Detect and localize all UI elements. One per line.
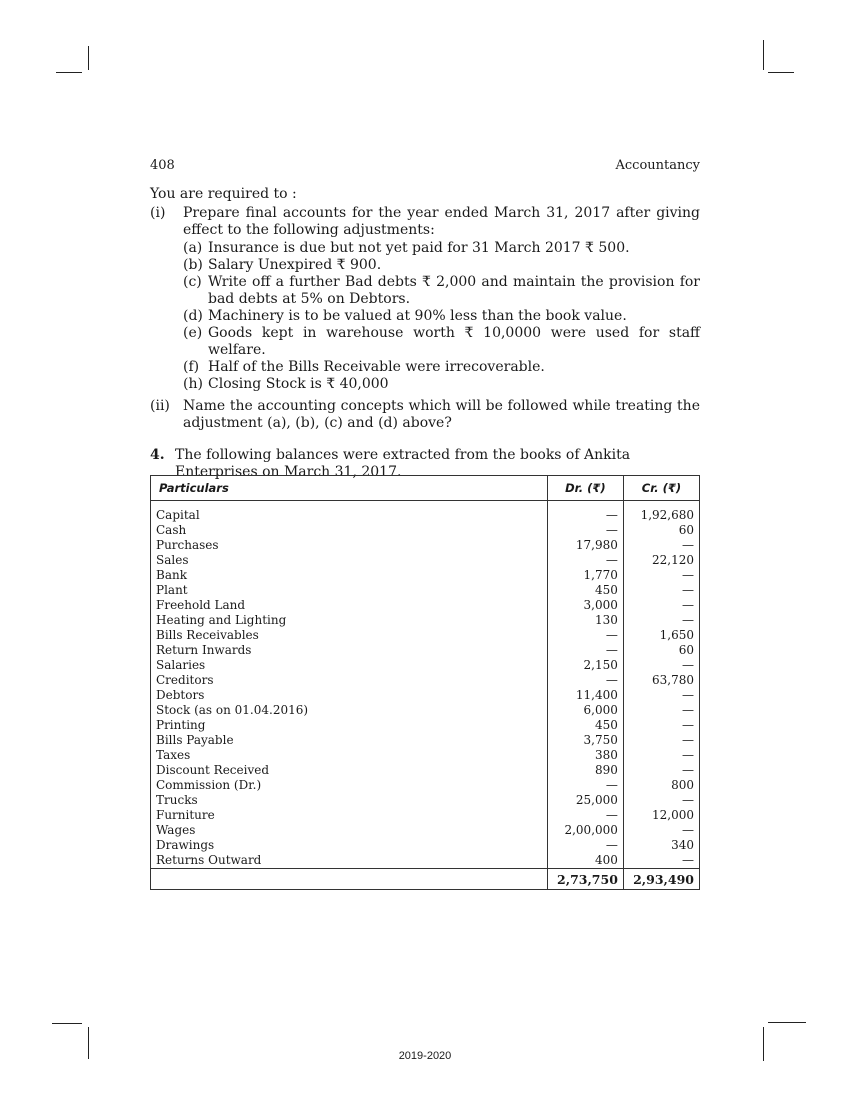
requirement-text: Name the accounting concepts which will be followed while treating the adjustment (a), (b), (c) and (d) above? xyxy=(183,398,700,431)
credit-cell: — xyxy=(623,763,699,778)
particular-cell: Stock (as on 01.04.2016) xyxy=(151,703,548,718)
debit-cell: — xyxy=(547,838,623,853)
credit-cell: 60 xyxy=(623,643,699,658)
table-row xyxy=(151,763,700,778)
particular-cell: Plant xyxy=(151,583,548,598)
crop-mark-top-left-v xyxy=(88,46,89,70)
debit-cell: 130 xyxy=(547,613,623,628)
credit-cell: 12,000 xyxy=(623,808,699,823)
credit-cell: — xyxy=(623,598,699,613)
credit-cell: 800 xyxy=(623,778,699,793)
requirement-text: Prepare final accounts for the year ended March 31, 2017 after giving effect to the following adjustments: xyxy=(183,205,700,238)
debit-cell: — xyxy=(547,628,623,643)
adjustment-item xyxy=(183,257,700,274)
credit-cell: 1,650 xyxy=(623,628,699,643)
question-body xyxy=(150,186,700,481)
debit-cell: — xyxy=(547,643,623,658)
crop-mark-bottom-right-h xyxy=(768,1022,806,1023)
credit-cell: 60 xyxy=(623,523,699,538)
debit-cell: 3,000 xyxy=(547,598,623,613)
particular-cell: Trucks xyxy=(151,793,548,808)
particular-cell: Bills Payable xyxy=(151,733,548,748)
table-row xyxy=(151,658,700,673)
table-body xyxy=(151,501,700,869)
debit-cell: 25,000 xyxy=(547,793,623,808)
particular-cell: Bills Receivables xyxy=(151,628,548,643)
header-particulars: Particulars xyxy=(151,476,548,501)
credit-cell: — xyxy=(623,853,699,869)
question-text: The following balances were extracted from the books of Ankita Enterprises on March 31, 2017. xyxy=(175,447,631,480)
table-row xyxy=(151,733,700,748)
debit-cell: — xyxy=(547,673,623,688)
requirement-i xyxy=(150,205,700,393)
table-row xyxy=(151,808,700,823)
adjustment-item xyxy=(183,376,700,393)
adjustment-text: Machinery is to be valued at 90% less than the book value. xyxy=(208,308,627,324)
item-marker: (i) xyxy=(150,205,166,221)
particular-cell: Salaries xyxy=(151,658,548,673)
debit-cell: — xyxy=(547,778,623,793)
debit-cell: — xyxy=(547,523,623,538)
credit-cell: 22,120 xyxy=(623,553,699,568)
adjustment-item xyxy=(183,274,700,308)
credit-cell: — xyxy=(623,748,699,763)
debit-cell: 450 xyxy=(547,583,623,598)
table-row xyxy=(151,703,700,718)
debit-cell: 2,00,000 xyxy=(547,823,623,838)
credit-cell: — xyxy=(623,703,699,718)
adjustment-text: Insurance is due but not yet paid for 31 March 2017 ₹ 500. xyxy=(208,240,630,256)
table-row xyxy=(151,508,700,523)
particular-cell: Commission (Dr.) xyxy=(151,778,548,793)
debit-cell: 11,400 xyxy=(547,688,623,703)
particular-cell: Returns Outward xyxy=(151,853,548,869)
total-label-cell xyxy=(151,869,548,890)
debit-cell: 450 xyxy=(547,718,623,733)
item-marker: (ii) xyxy=(150,398,170,414)
particular-cell: Bank xyxy=(151,568,548,583)
total-row xyxy=(151,869,700,890)
particular-cell: Discount Received xyxy=(151,763,548,778)
particular-cell: Sales xyxy=(151,553,548,568)
adjustment-list xyxy=(183,240,700,393)
adjustment-item xyxy=(183,325,700,359)
adjustment-marker: (d) xyxy=(183,308,203,324)
adjustment-item xyxy=(183,308,700,325)
adjustment-text: Half of the Bills Receivable were irrecoverable. xyxy=(208,359,545,375)
credit-cell: 63,780 xyxy=(623,673,699,688)
debit-cell: 890 xyxy=(547,763,623,778)
adjustment-item xyxy=(183,359,700,376)
particular-cell: Heating and Lighting xyxy=(151,613,548,628)
particular-cell: Drawings xyxy=(151,838,548,853)
adjustment-marker: (f) xyxy=(183,359,200,375)
particular-cell: Debtors xyxy=(151,688,548,703)
table-row xyxy=(151,613,700,628)
credit-cell: — xyxy=(623,538,699,553)
adjustment-marker: (h) xyxy=(183,376,203,392)
table-row xyxy=(151,688,700,703)
particular-cell: Creditors xyxy=(151,673,548,688)
debit-cell: 400 xyxy=(547,853,623,869)
credit-cell: — xyxy=(623,718,699,733)
credit-cell: 340 xyxy=(623,838,699,853)
table-row xyxy=(151,538,700,553)
credit-cell: — xyxy=(623,658,699,673)
adjustment-text: Goods kept in warehouse worth ₹ 10,0000 were used for staff welfare. xyxy=(208,325,700,358)
table-row xyxy=(151,643,700,658)
debit-cell: 3,750 xyxy=(547,733,623,748)
particular-cell: Taxes xyxy=(151,748,548,763)
credit-cell: — xyxy=(623,733,699,748)
debit-cell: 1,770 xyxy=(547,568,623,583)
table-row xyxy=(151,553,700,568)
particular-cell: Freehold Land xyxy=(151,598,548,613)
credit-cell: — xyxy=(623,823,699,838)
particular-cell: Furniture xyxy=(151,808,548,823)
debit-cell: 6,000 xyxy=(547,703,623,718)
adjustment-text: Salary Unexpired ₹ 900. xyxy=(208,257,382,273)
table-row xyxy=(151,628,700,643)
particular-cell: Return Inwards xyxy=(151,643,548,658)
table-row xyxy=(151,583,700,598)
debit-cell: 2,150 xyxy=(547,658,623,673)
table-row xyxy=(151,748,700,763)
credit-cell: 1,92,680 xyxy=(623,508,699,523)
footer-year: 2019-2020 xyxy=(398,1050,452,1062)
particular-cell: Purchases xyxy=(151,538,548,553)
total-debit: 2,73,750 xyxy=(547,869,623,890)
debit-cell: — xyxy=(547,508,623,523)
credit-cell: — xyxy=(623,793,699,808)
trial-balance-table xyxy=(150,475,700,890)
running-title: Accountancy xyxy=(615,158,700,173)
debit-cell: 380 xyxy=(547,748,623,763)
table-row xyxy=(151,793,700,808)
adjustment-marker: (c) xyxy=(183,274,202,290)
table-row xyxy=(151,823,700,838)
particular-cell: Capital xyxy=(151,508,548,523)
header-credit: Cr. (₹) xyxy=(623,476,699,501)
credit-cell: — xyxy=(623,688,699,703)
particular-cell: Printing xyxy=(151,718,548,733)
particular-cell: Cash xyxy=(151,523,548,538)
credit-cell: — xyxy=(623,613,699,628)
credit-cell: — xyxy=(623,568,699,583)
debit-cell: — xyxy=(547,553,623,568)
debit-cell: — xyxy=(547,808,623,823)
crop-mark-bottom-left-h xyxy=(52,1023,82,1024)
header-debit: Dr. (₹) xyxy=(547,476,623,501)
table-row xyxy=(151,673,700,688)
adjustment-marker: (b) xyxy=(183,257,203,273)
table-header-row xyxy=(151,476,700,501)
table-row xyxy=(151,523,700,538)
table-row xyxy=(151,598,700,613)
table-row xyxy=(151,568,700,583)
requirement-ii xyxy=(150,398,700,432)
adjustment-marker: (a) xyxy=(183,240,203,256)
spacer-row xyxy=(151,501,700,509)
table-row xyxy=(151,838,700,853)
credit-cell: — xyxy=(623,583,699,598)
page-number: 408 xyxy=(150,158,175,173)
crop-mark-top-left-h xyxy=(56,72,82,73)
table-row xyxy=(151,853,700,869)
adjustment-marker: (e) xyxy=(183,325,203,341)
debit-cell: 17,980 xyxy=(547,538,623,553)
adjustment-text: Write off a further Bad debts ₹ 2,000 and maintain the provision for bad debts at 5% on Debtors. xyxy=(208,274,700,307)
crop-mark-top-right-v xyxy=(763,40,764,70)
crop-mark-top-right-h xyxy=(768,72,794,73)
adjustment-item xyxy=(183,240,700,257)
adjustment-text: Closing Stock is ₹ 40,000 xyxy=(208,376,389,392)
table-row xyxy=(151,778,700,793)
particular-cell: Wages xyxy=(151,823,548,838)
intro-text: You are required to : xyxy=(150,186,297,202)
total-credit: 2,93,490 xyxy=(623,869,699,890)
question-number: 4. xyxy=(150,447,165,463)
table-row xyxy=(151,718,700,733)
